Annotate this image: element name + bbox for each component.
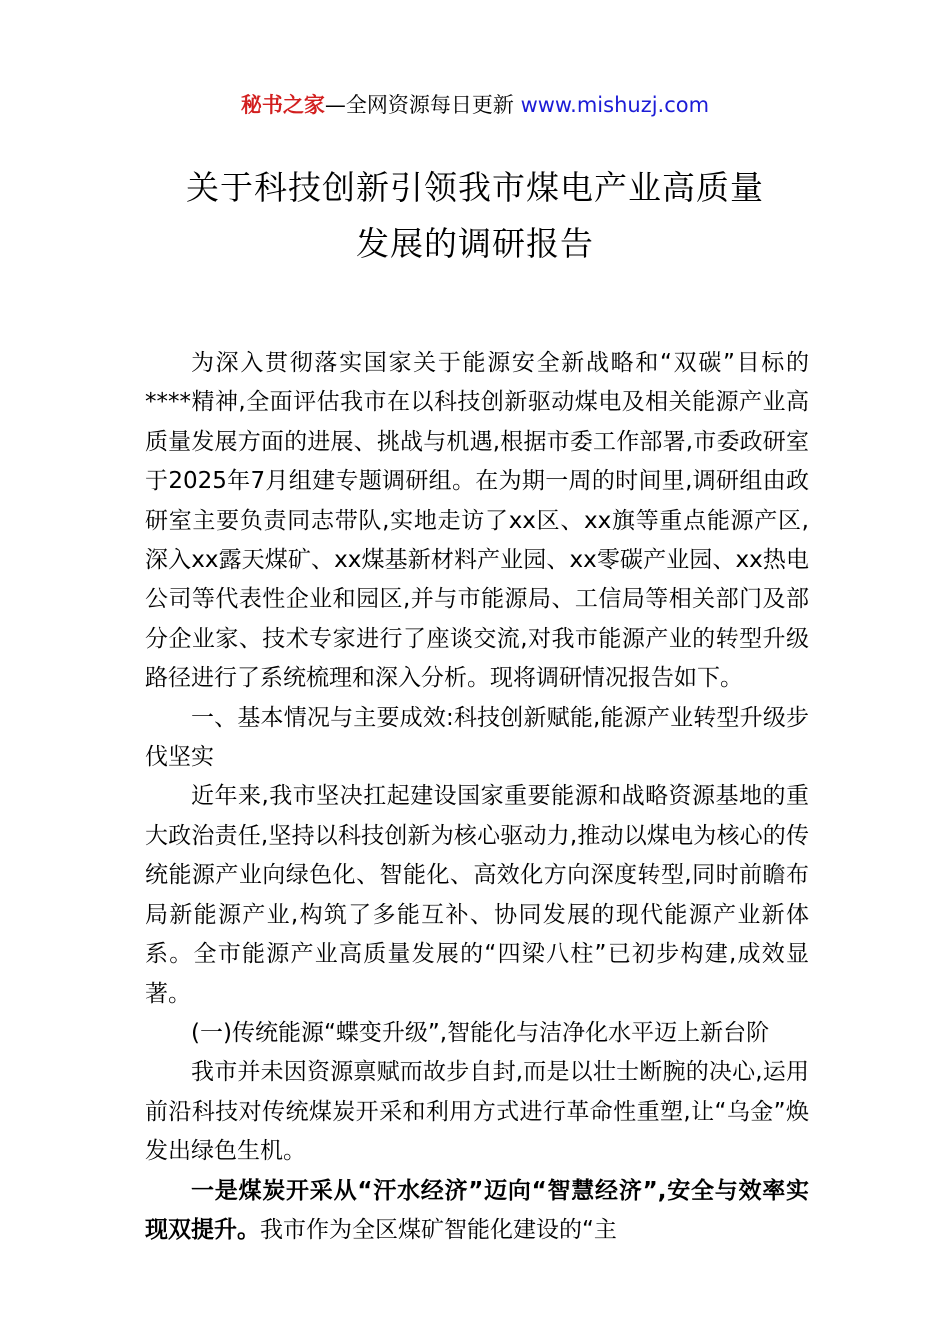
title-line-2: 发展的调研报告	[356, 224, 594, 263]
site-header	[0, 88, 950, 122]
point-1-lead: 一是煤炭开采从“汗水经济”迈向“智慧经济”,安全与效率实现双提升。	[145, 1177, 809, 1243]
section-1-paragraph: 近年来,我市坚决扛起建设国家重要能源和战略资源基地的重大政治责任,坚持以科技创新为核心驱动力,推动以煤电为核心的传统能源产业向绿色化、智能化、高效化方向深度转型,同时前瞻布局新能源产业,构筑了多能互补、协同发展的现代能源产业新体系。全市能源产业高质量发展的“四梁八柱”已初步构建,成效显著。	[145, 783, 809, 1007]
site-tagline: —全网资源每日更新	[324, 93, 521, 117]
site-brand: 秘书之家	[240, 93, 325, 117]
title-line-1: 关于科技创新引领我市煤电产业高质量	[186, 168, 764, 207]
subsection-heading-1: (一)传统能源“蝶变升级”,智能化与洁净化水平迈上新台阶	[191, 1019, 770, 1046]
document-body	[145, 344, 809, 1250]
point-1-text: 我市作为全区煤矿智能化建设的“主	[260, 1216, 617, 1243]
point-1-paragraph	[145, 1172, 809, 1251]
document-title	[0, 160, 950, 272]
site-url-link[interactable]: www.mishuzj.com	[520, 93, 710, 117]
section-heading-1: 一、基本情况与主要成效:科技创新赋能,能源产业转型升级步伐坚实	[145, 704, 809, 771]
subsection-1-paragraph: 我市并未因资源禀赋而故步自封,而是以壮士断腕的决心,运用前沿科技对传统煤炭开采和利用方式进行革命性重塑,让“乌金”焕发出绿色生机。	[145, 1059, 809, 1165]
intro-paragraph: 为深入贯彻落实国家关于能源安全新战略和“双碳”目标的****精神,全面评估我市在以科技创新驱动煤电及相关能源产业高质量发展方面的进展、挑战与机遇,根据市委工作部署,市委政研室于2025年7月组建专题调研组。在为期一周的时间里,调研组由政研室主要负责同志带队,实地走访了xx区、xx旗等重点能源产区,深入xx露天煤矿、xx煤基新材料产业园、xx零碳产业园、xx热电公司等代表性企业和园区,并与市能源局、工信局等相关部门及部分企业家、技术专家进行了座谈交流,对我市能源产业的转型升级路径进行了系统梳理和深入分析。现将调研情况报告如下。	[145, 350, 809, 692]
